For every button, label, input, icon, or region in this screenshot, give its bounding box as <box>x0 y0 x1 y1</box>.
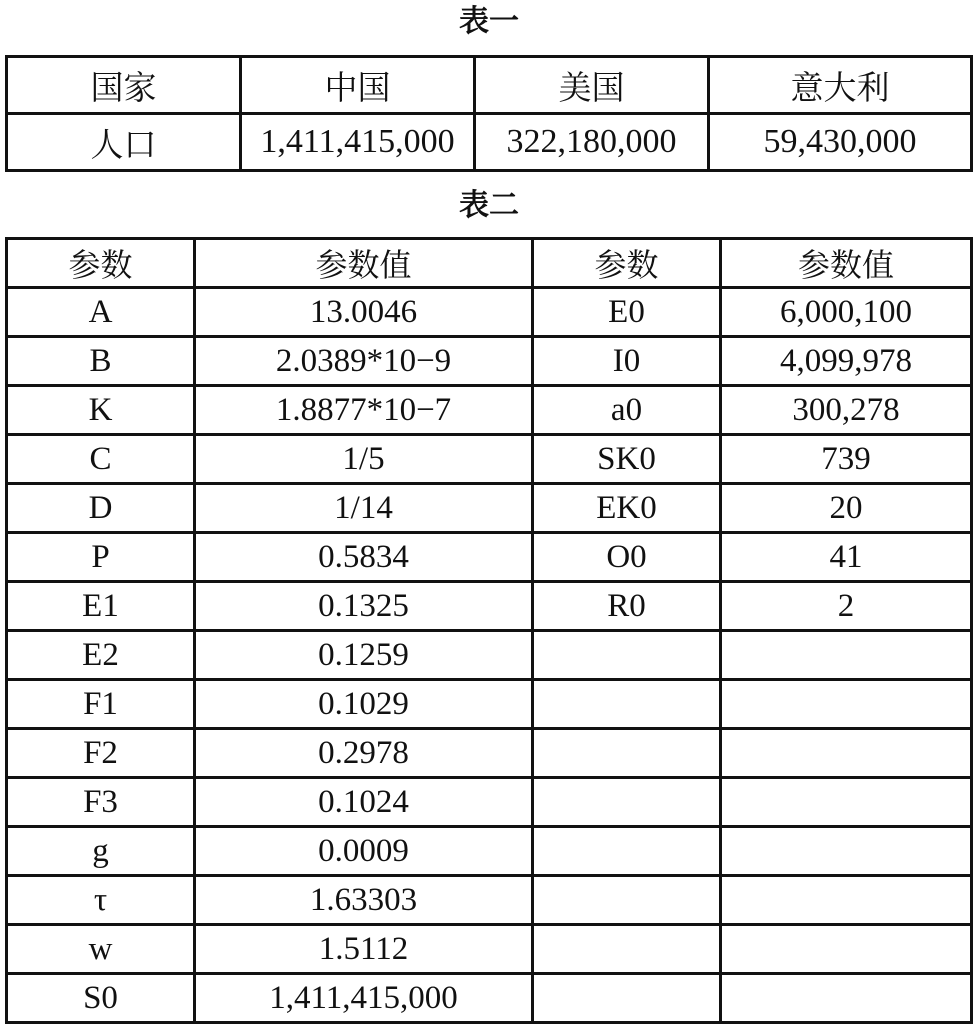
table-row <box>7 778 972 827</box>
parameter-value-cell <box>721 729 972 778</box>
parameter-name-cell: SK0 <box>533 435 721 484</box>
table2-header-cell: 参数 <box>533 239 721 288</box>
parameter-value-cell: 20 <box>721 484 972 533</box>
parameter-value-cell <box>721 974 972 1023</box>
parameter-value-cell: 6,000,100 <box>721 288 972 337</box>
parameter-value-cell: 1/5 <box>195 435 533 484</box>
table2-header-row <box>7 239 972 288</box>
parameter-name-cell: E2 <box>7 631 195 680</box>
parameter-name-cell <box>533 729 721 778</box>
table1-header-cell: 美国 <box>475 57 709 114</box>
parameter-name-cell <box>533 827 721 876</box>
table1-cell: 1,411,415,000 <box>241 114 475 171</box>
table-row <box>7 533 972 582</box>
table2-header-cell: 参数值 <box>195 239 533 288</box>
parameter-name-cell <box>533 925 721 974</box>
parameter-value-cell <box>721 876 972 925</box>
table1-header-cell: 国家 <box>7 57 241 114</box>
parameter-name-cell: K <box>7 386 195 435</box>
table-row <box>7 925 972 974</box>
parameter-name-cell <box>533 680 721 729</box>
table1-header-row <box>7 57 972 114</box>
parameter-name-cell: R0 <box>533 582 721 631</box>
parameter-value-cell: 2 <box>721 582 972 631</box>
parameter-value-cell: 1.5112 <box>195 925 533 974</box>
parameter-value-cell: 300,278 <box>721 386 972 435</box>
parameter-value-cell <box>721 680 972 729</box>
table1-header-cell: 意大利 <box>709 57 972 114</box>
table-row <box>7 827 972 876</box>
table1-cell: 322,180,000 <box>475 114 709 171</box>
population-table <box>5 55 973 172</box>
table1-data-row <box>7 114 972 171</box>
parameter-value-cell: 0.0009 <box>195 827 533 876</box>
table2-header-cell: 参数 <box>7 239 195 288</box>
parameter-value-cell: 739 <box>721 435 972 484</box>
parameter-name-cell: A <box>7 288 195 337</box>
parameter-value-cell: 0.2978 <box>195 729 533 778</box>
parameter-name-cell: C <box>7 435 195 484</box>
table2-header-cell: 参数值 <box>721 239 972 288</box>
parameter-name-cell: w <box>7 925 195 974</box>
table-row <box>7 680 972 729</box>
parameter-value-cell: 13.0046 <box>195 288 533 337</box>
parameter-value-cell: 1.63303 <box>195 876 533 925</box>
parameter-name-cell: a0 <box>533 386 721 435</box>
parameter-name-cell: S0 <box>7 974 195 1023</box>
parameter-name-cell: g <box>7 827 195 876</box>
table1-caption: 表一 <box>459 4 519 39</box>
parameter-name-cell <box>533 974 721 1023</box>
parameter-name-cell <box>533 631 721 680</box>
table1-row-label: 人口 <box>7 114 241 171</box>
parameter-name-cell: P <box>7 533 195 582</box>
parameter-name-cell: F3 <box>7 778 195 827</box>
parameter-value-cell: 0.1325 <box>195 582 533 631</box>
table-row <box>7 582 972 631</box>
parameter-name-cell <box>533 778 721 827</box>
parameter-value-cell: 41 <box>721 533 972 582</box>
parameter-value-cell: 1,411,415,000 <box>195 974 533 1023</box>
parameter-name-cell: F1 <box>7 680 195 729</box>
parameter-name-cell: I0 <box>533 337 721 386</box>
parameter-value-cell: 0.5834 <box>195 533 533 582</box>
parameter-value-cell: 0.1029 <box>195 680 533 729</box>
parameter-table <box>5 237 973 1024</box>
parameter-name-cell: E1 <box>7 582 195 631</box>
parameter-value-cell: 4,099,978 <box>721 337 972 386</box>
parameter-value-cell <box>721 631 972 680</box>
table-row <box>7 729 972 778</box>
table2-caption: 表二 <box>459 188 519 223</box>
parameter-value-cell <box>721 778 972 827</box>
parameter-value-cell <box>721 925 972 974</box>
parameter-name-cell: O0 <box>533 533 721 582</box>
parameter-name-cell: D <box>7 484 195 533</box>
parameter-value-cell <box>721 827 972 876</box>
parameter-name-cell: F2 <box>7 729 195 778</box>
table-row <box>7 386 972 435</box>
parameter-name-cell: EK0 <box>533 484 721 533</box>
table1-header-cell: 中国 <box>241 57 475 114</box>
parameter-value-cell: 0.1259 <box>195 631 533 680</box>
table-row <box>7 337 972 386</box>
table-row <box>7 974 972 1023</box>
parameter-value-cell: 2.0389*10−9 <box>195 337 533 386</box>
table-row <box>7 484 972 533</box>
table-row <box>7 288 972 337</box>
parameter-value-cell: 0.1024 <box>195 778 533 827</box>
parameter-name-cell <box>533 876 721 925</box>
parameter-name-cell: E0 <box>533 288 721 337</box>
table-row <box>7 631 972 680</box>
parameter-name-cell: B <box>7 337 195 386</box>
parameter-value-cell: 1/14 <box>195 484 533 533</box>
parameter-value-cell: 1.8877*10−7 <box>195 386 533 435</box>
table-row <box>7 435 972 484</box>
table-row <box>7 876 972 925</box>
table1-cell: 59,430,000 <box>709 114 972 171</box>
parameter-name-cell: τ <box>7 876 195 925</box>
